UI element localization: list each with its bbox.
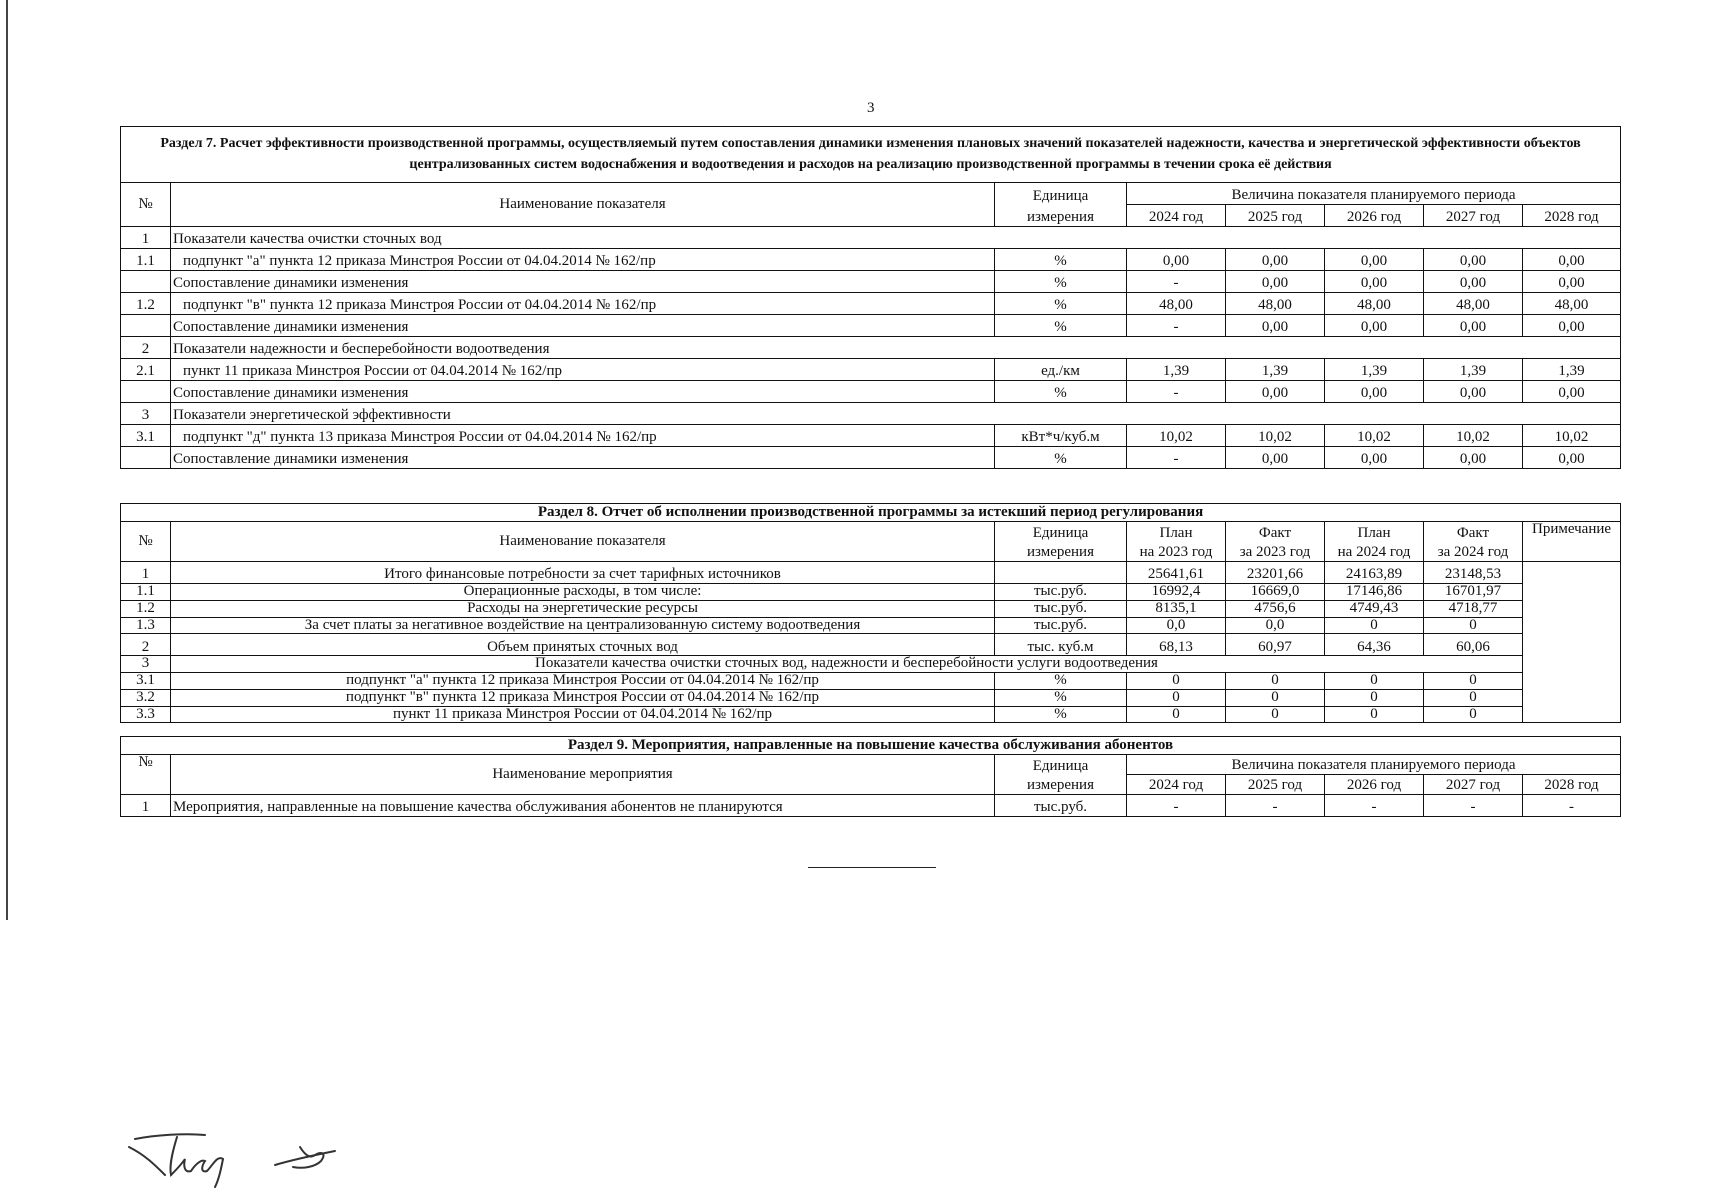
- table-row: [121, 425, 1621, 447]
- value-cell: 48,00: [1424, 293, 1523, 315]
- year-header: 2027 год: [1424, 775, 1523, 795]
- table-row: [121, 706, 1621, 723]
- row-number: [121, 271, 171, 293]
- fact-2024-header-1: Факт: [1424, 522, 1523, 542]
- unit-cell: %: [995, 689, 1127, 706]
- measure-name: Мероприятия, направленные на повышение качества обслуживания абонентов не планируются: [171, 795, 995, 817]
- indicator-name: подпункт "в" пункта 12 приказа Минстроя России от 04.04.2014 № 162/пр: [171, 689, 995, 706]
- note-header: Примечание: [1523, 522, 1621, 542]
- value-cell: 0,00: [1226, 271, 1325, 293]
- fact-2023-header-2: за 2023 год: [1226, 542, 1325, 562]
- indicator-name: Итого финансовые потребности за счет тарифных источников: [171, 562, 995, 584]
- row-number: 1: [121, 795, 171, 817]
- unit-cell: %: [995, 673, 1127, 690]
- indicator-name: Объем принятых сточных вод: [171, 634, 995, 656]
- value-cell: 10,02: [1523, 425, 1621, 447]
- row-number: 3: [121, 656, 171, 673]
- table-row: [121, 403, 1621, 425]
- value-cell: 0: [1424, 706, 1523, 723]
- value-cell: 0,00: [1523, 447, 1621, 469]
- indicator-name: пункт 11 приказа Минстроя России от 04.04.2014 № 162/пр: [171, 359, 995, 381]
- value-cell: 0,00: [1523, 249, 1621, 271]
- table-row: [121, 689, 1621, 706]
- unit-cell: %: [995, 271, 1127, 293]
- section8-table: [120, 503, 1621, 723]
- value-cell: 17146,86: [1325, 584, 1424, 601]
- value-cell: 60,97: [1226, 634, 1325, 656]
- row-number: 1.2: [121, 293, 171, 315]
- col-period-header: Величина показателя планируемого периода: [1127, 183, 1621, 205]
- table-row: [121, 795, 1621, 817]
- value-cell: 0: [1325, 706, 1424, 723]
- value-cell: 68,13: [1127, 634, 1226, 656]
- unit-cell: %: [995, 706, 1127, 723]
- value-cell: 0: [1226, 673, 1325, 690]
- value-cell: 48,00: [1226, 293, 1325, 315]
- value-cell: 16669,0: [1226, 584, 1325, 601]
- section9-table: [120, 736, 1621, 817]
- value-cell: 0,00: [1226, 447, 1325, 469]
- year-header: 2025 год: [1226, 205, 1325, 227]
- value-cell: 4756,6: [1226, 600, 1325, 617]
- value-cell: -: [1226, 795, 1325, 817]
- table-row: [121, 337, 1621, 359]
- row-number: 3: [121, 403, 171, 425]
- value-cell: -: [1127, 447, 1226, 469]
- row-number: 3.3: [121, 706, 171, 723]
- unit-cell: %: [995, 249, 1127, 271]
- value-cell: 0: [1424, 673, 1523, 690]
- unit-cell: %: [995, 381, 1127, 403]
- table-row: [121, 600, 1621, 617]
- table-row: [121, 447, 1621, 469]
- value-cell: -: [1424, 795, 1523, 817]
- indicator-name: подпункт "а" пункта 12 приказа Минстроя России от 04.04.2014 № 162/пр: [171, 249, 995, 271]
- unit-cell: %: [995, 293, 1127, 315]
- year-header: 2025 год: [1226, 775, 1325, 795]
- table-row: [121, 617, 1621, 634]
- table-row: [121, 315, 1621, 337]
- row-number: 1: [121, 562, 171, 584]
- value-cell: 16992,4: [1127, 584, 1226, 601]
- table-row: [121, 634, 1621, 656]
- value-cell: 10,02: [1325, 425, 1424, 447]
- value-cell: 0: [1127, 689, 1226, 706]
- row-number: [121, 381, 171, 403]
- unit-cell: %: [995, 447, 1127, 469]
- value-cell: 4749,43: [1325, 600, 1424, 617]
- unit-cell: тыс. куб.м: [995, 634, 1127, 656]
- col-no-header: №: [121, 522, 171, 562]
- value-cell: 0,00: [1226, 315, 1325, 337]
- handwritten-signature: [125, 1125, 385, 1195]
- col-no-header: №: [121, 755, 171, 795]
- group-heading: Показатели качества очистки сточных вод: [171, 227, 1621, 249]
- value-cell: 10,02: [1127, 425, 1226, 447]
- value-cell: 16701,97: [1424, 584, 1523, 601]
- indicator-name: Сопоставление динамики изменения: [171, 447, 995, 469]
- plan-2023-header-1: План: [1127, 522, 1226, 542]
- row-number: 3.1: [121, 425, 171, 447]
- row-number: [121, 447, 171, 469]
- col-unit-header-1: Единица: [995, 183, 1127, 205]
- fact-2023-header-1: Факт: [1226, 522, 1325, 542]
- indicator-name: подпункт "в" пункта 12 приказа Минстроя России от 04.04.2014 № 162/пр: [171, 293, 995, 315]
- indicator-name: Сопоставление динамики изменения: [171, 381, 995, 403]
- value-cell: 0,00: [1325, 315, 1424, 337]
- value-cell: 0: [1325, 689, 1424, 706]
- value-cell: 48,00: [1523, 293, 1621, 315]
- unit-cell: тыс.руб.: [995, 795, 1127, 817]
- value-cell: 0: [1226, 689, 1325, 706]
- section9-body: [121, 737, 1621, 817]
- note-header-cont: [1523, 542, 1621, 562]
- value-cell: 8135,1: [1127, 600, 1226, 617]
- unit-cell: %: [995, 315, 1127, 337]
- value-cell: 64,36: [1325, 634, 1424, 656]
- indicator-name: Операционные расходы, в том числе:: [171, 584, 995, 601]
- table-row: [121, 249, 1621, 271]
- value-cell: 24163,89: [1325, 562, 1424, 584]
- plan-2024-header-2: на 2024 год: [1325, 542, 1424, 562]
- row-number: 3.1: [121, 673, 171, 690]
- section7-table: [120, 126, 1621, 469]
- value-cell: 23201,66: [1226, 562, 1325, 584]
- value-cell: -: [1127, 315, 1226, 337]
- group-heading: Показатели надежности и бесперебойности водоотведения: [171, 337, 1621, 359]
- unit-cell: тыс.руб.: [995, 617, 1127, 634]
- group-heading: Показатели качества очистки сточных вод, надежности и бесперебойности услуги водоотведения: [171, 656, 1523, 673]
- closing-rule: [808, 867, 936, 868]
- table-row: [121, 293, 1621, 315]
- col-name-header: Наименование показателя: [171, 522, 995, 562]
- value-cell: 0: [1127, 673, 1226, 690]
- table-row: [121, 381, 1621, 403]
- value-cell: 48,00: [1325, 293, 1424, 315]
- value-cell: -: [1127, 795, 1226, 817]
- value-cell: 0: [1325, 673, 1424, 690]
- value-cell: 4718,77: [1424, 600, 1523, 617]
- group-heading: Показатели энергетической эффективности: [171, 403, 1621, 425]
- section7-body: [121, 127, 1621, 469]
- value-cell: 0: [1325, 617, 1424, 634]
- value-cell: 1,39: [1325, 359, 1424, 381]
- unit-cell: тыс.руб.: [995, 584, 1127, 601]
- year-header: 2024 год: [1127, 775, 1226, 795]
- year-header: 2027 год: [1424, 205, 1523, 227]
- value-cell: 1,39: [1226, 359, 1325, 381]
- value-cell: 0,0: [1127, 617, 1226, 634]
- unit-cell: тыс.руб.: [995, 600, 1127, 617]
- value-cell: 0,00: [1424, 249, 1523, 271]
- value-cell: -: [1127, 381, 1226, 403]
- fact-2024-header-2: за 2024 год: [1424, 542, 1523, 562]
- table-row: [121, 656, 1621, 673]
- year-header: 2026 год: [1325, 205, 1424, 227]
- unit-cell: кВт*ч/куб.м: [995, 425, 1127, 447]
- value-cell: 0,00: [1424, 315, 1523, 337]
- col-no-header: №: [121, 183, 171, 227]
- value-cell: -: [1523, 795, 1621, 817]
- note-cell: [1523, 562, 1621, 723]
- row-number: 1.3: [121, 617, 171, 634]
- value-cell: 23148,53: [1424, 562, 1523, 584]
- value-cell: 0,00: [1424, 271, 1523, 293]
- value-cell: 0: [1424, 617, 1523, 634]
- value-cell: 0,00: [1127, 249, 1226, 271]
- page-edge-line: [6, 0, 8, 920]
- value-cell: 0,00: [1424, 447, 1523, 469]
- row-number: 1.1: [121, 249, 171, 271]
- plan-2024-header-1: План: [1325, 522, 1424, 542]
- col-unit-header-2: измерения: [995, 205, 1127, 227]
- table-row: [121, 584, 1621, 601]
- year-header: 2026 год: [1325, 775, 1424, 795]
- col-period-header: Величина показателя планируемого периода: [1127, 755, 1621, 775]
- value-cell: 0: [1127, 706, 1226, 723]
- row-number: 2: [121, 634, 171, 656]
- table-row: [121, 359, 1621, 381]
- col-name-header: Наименование мероприятия: [171, 755, 995, 795]
- year-header: 2024 год: [1127, 205, 1226, 227]
- value-cell: 0,00: [1523, 381, 1621, 403]
- value-cell: 0,00: [1325, 381, 1424, 403]
- value-cell: 0: [1424, 689, 1523, 706]
- value-cell: 0,00: [1325, 271, 1424, 293]
- value-cell: 1,39: [1424, 359, 1523, 381]
- col-unit-header-2: измерения: [995, 542, 1127, 562]
- year-header: 2028 год: [1523, 775, 1621, 795]
- year-header: 2028 год: [1523, 205, 1621, 227]
- section8-body: [121, 504, 1621, 723]
- value-cell: 0: [1226, 706, 1325, 723]
- value-cell: 0,00: [1523, 315, 1621, 337]
- table-row: [121, 227, 1621, 249]
- value-cell: -: [1127, 271, 1226, 293]
- unit-cell: ед./км: [995, 359, 1127, 381]
- page-number: 3: [867, 100, 875, 116]
- indicator-name: Расходы на энергетические ресурсы: [171, 600, 995, 617]
- col-unit-header-1: Единица: [995, 755, 1127, 775]
- plan-2023-header-2: на 2023 год: [1127, 542, 1226, 562]
- row-number: 3.2: [121, 689, 171, 706]
- value-cell: 10,02: [1424, 425, 1523, 447]
- col-unit-header-1: Единица: [995, 522, 1127, 542]
- col-name-header: Наименование показателя: [171, 183, 995, 227]
- value-cell: 1,39: [1523, 359, 1621, 381]
- row-number: [121, 315, 171, 337]
- value-cell: 0,00: [1325, 447, 1424, 469]
- value-cell: 60,06: [1424, 634, 1523, 656]
- value-cell: 0,00: [1226, 381, 1325, 403]
- row-number: 1.2: [121, 600, 171, 617]
- indicator-name: Сопоставление динамики изменения: [171, 271, 995, 293]
- indicator-name: подпункт "д" пункта 13 приказа Минстроя России от 04.04.2014 № 162/пр: [171, 425, 995, 447]
- indicator-name: Сопоставление динамики изменения: [171, 315, 995, 337]
- section8-title: Раздел 8. Отчет об исполнении производственной программы за истекший период регулирования: [121, 504, 1621, 522]
- row-number: 1: [121, 227, 171, 249]
- section7-title: Раздел 7. Расчет эффективности производственной программы, осуществляемый путем сопоставления динамики изменения плановых значений показателей надежности, качества и энергетической эффективности объектов централизованных систем водоснабжения и водоотведения и расходов на реализацию производственной программы в течении срока её действия: [121, 127, 1621, 183]
- value-cell: 0,00: [1325, 249, 1424, 271]
- indicator-name: За счет платы за негативное воздействие на централизованную систему водоотведения: [171, 617, 995, 634]
- table-row: [121, 271, 1621, 293]
- section9-title: Раздел 9. Мероприятия, направленные на повышение качества обслуживания абонентов: [121, 737, 1621, 755]
- value-cell: 1,39: [1127, 359, 1226, 381]
- row-number: 2: [121, 337, 171, 359]
- value-cell: -: [1325, 795, 1424, 817]
- value-cell: 0,0: [1226, 617, 1325, 634]
- value-cell: 10,02: [1226, 425, 1325, 447]
- table-row: [121, 562, 1621, 584]
- table-row: [121, 673, 1621, 690]
- value-cell: 48,00: [1127, 293, 1226, 315]
- indicator-name: пункт 11 приказа Минстроя России от 04.04.2014 № 162/пр: [171, 706, 995, 723]
- value-cell: 0,00: [1226, 249, 1325, 271]
- value-cell: 0,00: [1523, 271, 1621, 293]
- indicator-name: подпункт "а" пункта 12 приказа Минстроя России от 04.04.2014 № 162/пр: [171, 673, 995, 690]
- value-cell: 0,00: [1424, 381, 1523, 403]
- row-number: 2.1: [121, 359, 171, 381]
- row-number: 1.1: [121, 584, 171, 601]
- value-cell: 25641,61: [1127, 562, 1226, 584]
- unit-cell: [995, 562, 1127, 584]
- col-unit-header-2: измерения: [995, 775, 1127, 795]
